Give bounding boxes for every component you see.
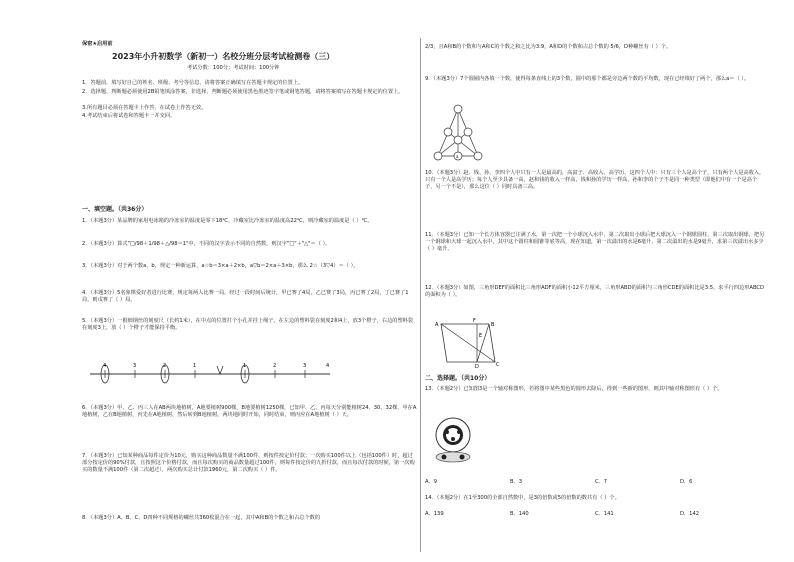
note-1: 1．答题前，填写好自己的姓名、班级、考号等信息，请将答案正确填写在答题卡规定的位置上。: [82, 80, 304, 86]
question-3: 3．（本题3分）对于两个数a，b，规定一种新运算，a☆b＝3×a＋2×b，a▽b＝2×a＋3×b，那么 2☆（3▽4）＝（ ）。: [82, 263, 359, 269]
section-2-title: 二、选择题。（共10分）: [425, 375, 491, 382]
q13-option-d: D．6: [680, 479, 693, 485]
ruler-label: 3: [133, 363, 137, 369]
question-13: 13．（本题2分）已知图3是一个轴对称图形，若将图中某些黑色的圆形去除后，得到一些新的图形，则其中轴对称图形有（ ）个。: [425, 386, 723, 392]
note-4: 4.考试结束后将试卷和答题卡一并交回。: [82, 113, 176, 119]
ruler-label: 1: [243, 363, 247, 369]
ruler-label: 2: [163, 363, 167, 369]
question-8: 8．（本题3分）A、B、C、D四种不同规格的螺丝共360枚混合在一起，其中A和B的个数之和占总个数的: [82, 515, 321, 521]
vertex-label: F: [473, 318, 476, 324]
question-1: 1．（本题3分）某品牌的家用电冰箱的冷冻室的温度是零下18℃，冷藏室比冷冻室的温度高22℃，则冷藏室的温度是（ ）℃。: [82, 218, 373, 224]
question-8-tail: 2/3，且A和B的个数和与A和C的个数之和之比为3:9，A和D的个数和占总个数的 5/6，D种螺丝有（ ）个。: [425, 44, 672, 50]
exam-info: 考试分数：100分；考试时间：100分钟: [187, 65, 280, 71]
symmetric-circles-figure: [430, 415, 480, 465]
question-6: 6．（本题3分）甲、乙、丙三人在AB两块地植树，A地要植树900棵，B地要植树1250棵，已知甲、乙、丙每天分别能植树24、30、32棵，甲在A地植树，乙在B地植树，丙先在A地植树，然后转到B地植树，两块地同时开始，同时结束，则丙应在A地植树（ ）天。: [82, 405, 417, 418]
q14-option-a: A．139: [425, 511, 444, 517]
question-11: 11．（本题3分）已知一个长方体容器已注满了水，第一次把一个小球沉入水中，第二次取出小球后把大球沉入一个钢球圆柱，第三次取出钢球，把另一个钢球和大球一起沉入水中，其中这个圆柱和圆锥等底等高，现在知道，第一次溢出的水是6毫升，第二次溢出的水是9毫升，求第三次溢出水多少（ ）毫升。: [425, 232, 765, 252]
vertex-label: C: [496, 362, 500, 368]
question-5: 5．（本题3分）一根细钢丝的刻度尺（长约1米），在中点的位置打个小孔并挂上绳子，在左边的塑料袋在刻度2和4上，放3个橙子，右边的塑料袋在刻度3上，放（ ）个橙子才能保持平衡。: [82, 318, 414, 331]
q13-option-b: B．3: [510, 479, 523, 485]
question-14: 14．（本题2分）在1至300的全部自然数中，是3的倍数或5的倍数的数共有（ ）个。: [425, 495, 620, 501]
question-7: 7．（本题3分）已知某种商品每件定价为10元，购买这种商品数量不满100件，则按件按定价付款；一次购买100件以上（包括100件）时，超过部分按定价的90%付款，且按照这个价格付款，而且每次购买的商品数量超过100件，则每件按定价的九折付款，而且每次付款的时候，第一次购买的数量不满100件（第二次超过），两次购买总计付款1960元，第二次购买（ ）件。: [82, 453, 415, 473]
vertex-label: D: [475, 364, 479, 370]
q13-option-c: C．7: [595, 479, 608, 485]
vertex-label: E: [479, 333, 483, 339]
question-9: 9．（本题3分）7个圆圈内各填一个数，使得每条直线上的3个数，圆中的那个都是旁边两个数的平均数，现在已经填好了两个，那么a＝（ ）。: [425, 76, 750, 82]
circle-triangle-figure: [433, 104, 483, 164]
ruler-label: 3: [303, 363, 307, 369]
q13-option-a: A．9: [425, 479, 438, 485]
balance-ruler-figure: [90, 362, 330, 390]
section-1-title: 一、填空题。（共36分）: [82, 206, 148, 213]
circle-a-label: a: [456, 154, 459, 159]
question-2: 2．（本题3分）算式"□/98＋1/98＋△/98＝1"中，不同的汉字表示不同的自然数，则汉字"□"＋"△"＝（ ）。: [82, 241, 331, 247]
ruler-label: 4: [103, 363, 107, 369]
note-3: 3.所有题目必须在答题卡上作答，在试卷上作答无效。: [82, 105, 207, 111]
question-12: 12．（本题3分）如图，三角形DEF的面积比三角形ADF的面积小12平方厘米，三角形ABD的面积与三角形CDE的面积比是3:5，求平行四边形ABCD的面积为（ ）。: [425, 285, 765, 298]
exam-title: 2023年小升初数学（新初一）名校分班分层考试检测卷（三）: [112, 52, 335, 61]
ruler-label: 1: [193, 363, 197, 369]
note-2: 2．选择题、判断题必须使用2B铅笔填涂答案，非选择、判断题必须使用黑色墨迹签字笔或钢笔答题，请将答案填写在答题卡规定的位置上。: [82, 89, 404, 95]
column-divider: [420, 38, 421, 552]
vertex-label: A: [435, 322, 439, 328]
question-4: 4．（本题3分）5名象棋爱好者进行比赛，规定每两人比赛一局，经过一段时间后统计，甲已赛了4局，乙已赛了3局，丙已赛了2局，丁已赛了1局，则戊赛了（ ）局。: [82, 290, 409, 303]
hanging-string: [217, 366, 223, 374]
question-10: 10．（本题3分）赵、钱、孙、李四个人中只有一人是最高的，高富子、高收入、高学历，这四个人中：只有三个人是高个子，只有两个人是高收入，只有一个人是高学历；每个人至少具备一高，赵和钱的收入一样高，钱和孙的学历一样高，孙和李的个子不是同一种类型（即他们中有一个是高个子，另一个不是），那么这位（ ）同时具备三高。: [425, 170, 765, 190]
q14-option-c: C．141: [595, 511, 614, 517]
parallelogram-figure: [433, 318, 503, 368]
left-column: [82, 0, 417, 562]
vertex-label: B: [491, 322, 495, 328]
q14-option-b: B．140: [510, 511, 529, 517]
ruler-label: 4: [326, 363, 330, 369]
ruler-label: 2: [273, 363, 277, 369]
q14-option-d: D．142: [680, 511, 700, 517]
right-column: [425, 0, 765, 562]
secret-label: 保密★启用前: [82, 41, 113, 47]
